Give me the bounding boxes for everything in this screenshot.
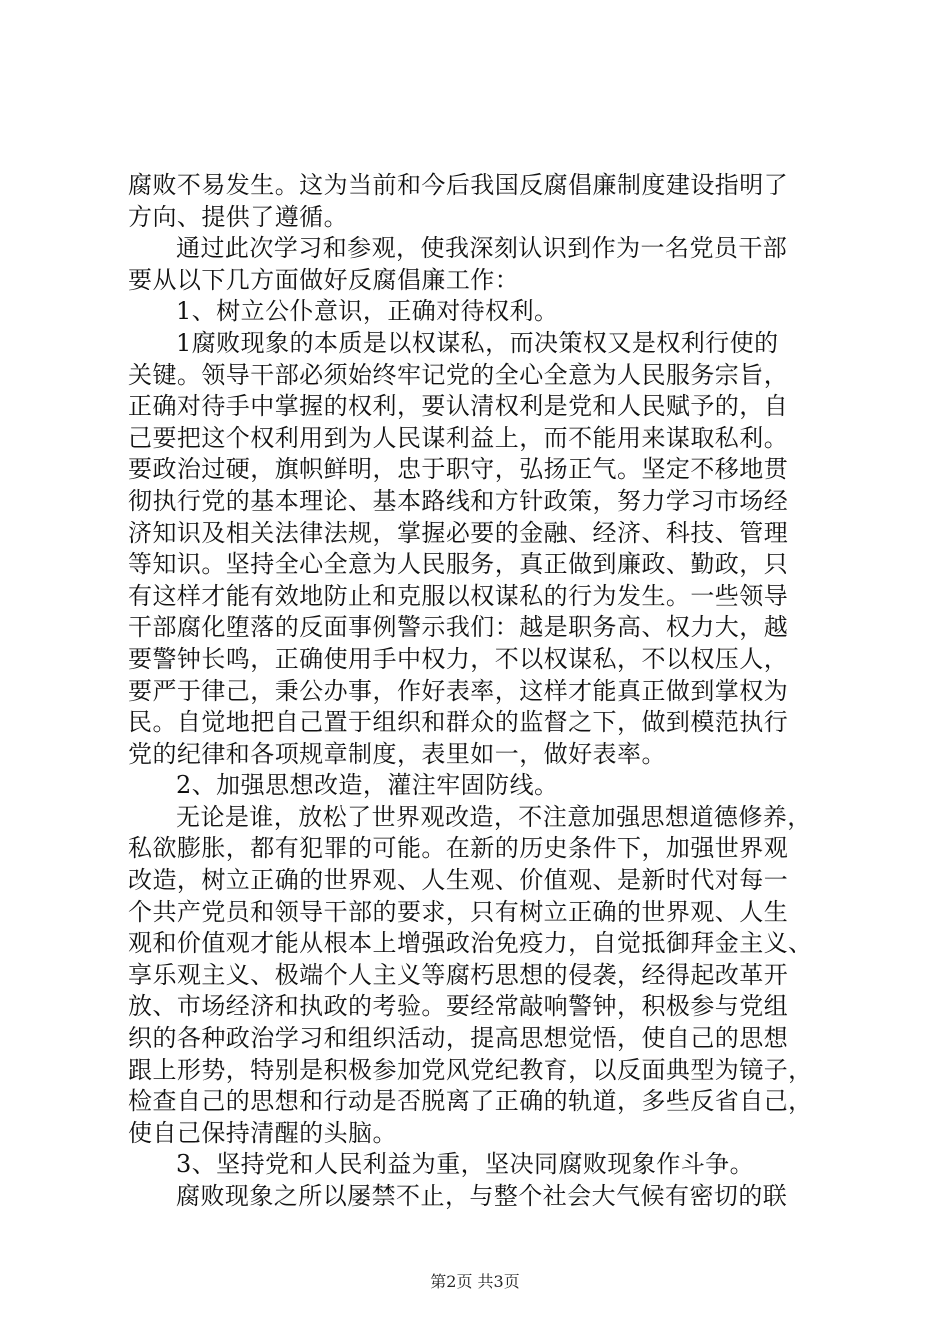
- section-heading-3: 3、坚持党和人民利益为重，坚决同腐败现象作斗争。: [176, 1150, 755, 1179]
- page-number-footer: 第2页 共3页: [430, 1272, 520, 1291]
- text-line: 放、市场经济和执政的考验。要经常敲响警钟，积极参与党组: [128, 992, 789, 1021]
- text-line: 己要把这个权利用到为人民谋利益上，而不能用来谋取私利。: [128, 423, 789, 452]
- text-line: 关键。领导干部必须始终牢记党的全心全意为人民服务宗旨，: [128, 360, 789, 389]
- text-line: 等知识。坚持全心全意为人民服务，真正做到廉政、勤政，只: [128, 550, 789, 579]
- text-line: 改造，树立正确的世界观、人生观、价值观、是新时代对每一: [128, 866, 789, 895]
- text-line: 个共产党员和领导干部的要求，只有树立正确的世界观、人生: [128, 897, 789, 926]
- text-line: 织的各种政治学习和组织活动，提高思想觉悟，使自己的思想: [128, 1024, 789, 1053]
- text-line: 彻执行党的基本理论、基本路线和方针政策，努力学习市场经: [128, 486, 789, 515]
- text-line: 正确对待手中掌握的权利，要认清权利是党和人民赋予的，自: [128, 392, 789, 421]
- text-line: 观和价值观才能从根本上增强政治免疫力，自觉抵御拜金主义、: [128, 929, 813, 958]
- text-line: 要严于律己，秉公办事，作好表率，这样才能真正做到掌权为: [128, 676, 789, 705]
- section-heading-1: 1、树立公仆意识，正确对待权利。: [176, 297, 559, 326]
- paragraph-start-line: 无论是谁，放松了世界观改造，不注意加强思想道德修养，: [176, 802, 812, 831]
- text-line: 民。自觉地把自己置于组织和群众的监督之下，做到模范执行: [128, 708, 789, 737]
- paragraph-start-line: 通过此次学习和参观，使我深刻认识到作为一名党员干部: [176, 234, 788, 263]
- text-line: 济知识及相关法律法规，掌握必要的金融、经济、科技、管理: [128, 518, 789, 547]
- text-line: 检查自己的思想和行动是否脱离了正确的轨道，多些反省自己，: [128, 1087, 813, 1116]
- text-line: 私欲膨胀，都有犯罪的可能。在新的历史条件下，加强世界观: [128, 834, 789, 863]
- text-line: 享乐观主义、极端个人主义等腐朽思想的侵袭，经得起改革开: [128, 960, 789, 989]
- text-line: 要从以下几方面做好反腐倡廉工作：: [128, 265, 520, 294]
- text-line: 使自己保持清醒的头脑。: [128, 1118, 397, 1147]
- text-line: 干部腐化堕落的反面事例警示我们：越是职务高、权力大，越: [128, 613, 789, 642]
- text-line: 要政治过硬，旗帜鲜明，忠于职守，弘扬正气。坚定不移地贯: [128, 455, 789, 484]
- paragraph-start-line: 腐败现象之所以屡禁不止，与整个社会大气候有密切的联: [176, 1182, 788, 1210]
- paragraph-start-line: 1腐败现象的本质是以权谋私，而决策权又是权利行使的: [176, 328, 779, 357]
- text-line: 跟上形势，特别是积极参加党风党纪教育，以反面典型为镜子，: [128, 1055, 813, 1084]
- body-text: [128, 170, 833, 1213]
- section-heading-2: 2、加强思想改造，灌注牢固防线。: [176, 771, 559, 800]
- text-line: 腐败不易发生。这为当前和今后我国反腐倡廉制度建设指明了: [128, 171, 789, 199]
- text-line: 方向、提供了遵循。: [128, 202, 349, 231]
- text-line: 党的纪律和各项规章制度，表里如一，做好表率。: [128, 739, 666, 768]
- text-line: 要警钟长鸣，正确使用手中权力，不以权谋私，不以权压人，: [128, 644, 789, 673]
- text-line: 有这样才能有效地防止和克服以权谋私的行为发生。一些领导: [128, 581, 789, 610]
